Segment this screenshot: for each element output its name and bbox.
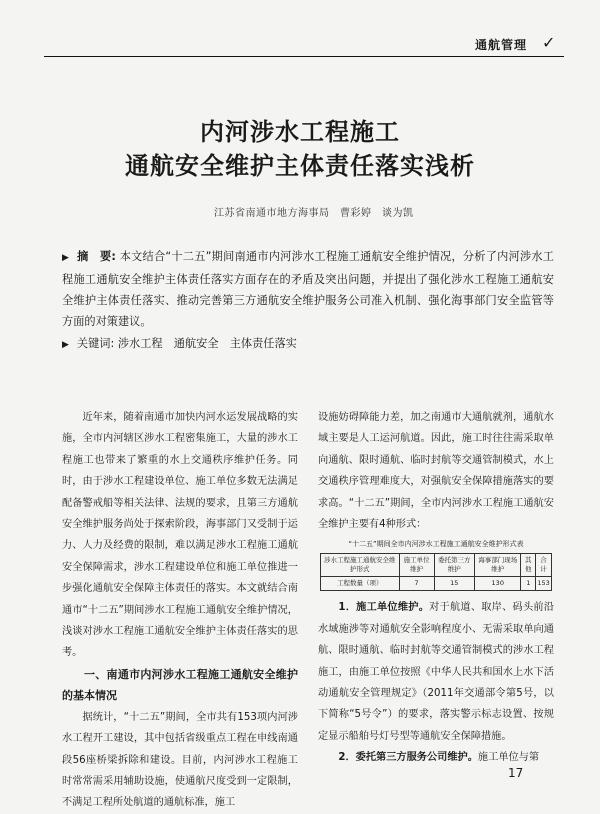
item2-text: 施工单位与第 [477,752,540,764]
maintenance-form-table [320,553,552,591]
right-column [318,407,554,769]
table-row [321,577,552,591]
abstract-text: 本文结合“十二五”期间南通市内河涉水工程施工通航安全维护情况，分析了内河涉水工程施工通航安全维护主体责任落实方面存在的矛盾及突出问题，并提出了强化涉水工程施工通航安全维护主体责任落实、推动完善第三方通航安全维护服务公司准入机制、强化海事部门安全监管等方面的对策建议。 [62,250,554,328]
header-rule [44,56,564,57]
page-number: 17 [508,766,524,780]
bullet-triangle-icon: ▶ [62,340,69,350]
table-header-cell: 合计 [536,554,552,577]
article-title-line1: 内河涉水工程施工 [200,118,400,146]
item1-label: 1．施工单位维护。 [338,602,430,614]
table-cell: 15 [434,577,474,591]
keywords-label: 关键词: [76,337,115,350]
item2-label: 2．委托第三方服务公司维护。 [338,752,478,764]
continuation-paragraph: 设施妨碍障能力差，加之南通市大通航就剂，通航水域主要是人工运河航道。因此，施工时往往需采取单向通航、限时通航、临时封航等交通管制模式，水上交通秩序管理难度大，对强航安全保障措施落实的要求高。“十二五”期间，全市内河涉水工程施工通航安全维护主要有4种形式： [318,412,554,531]
article-title-line2: 通航安全维护主体责任落实浅析 [125,152,475,180]
left-column [62,407,298,814]
keywords-text: 涉水工程 通航安全 主体责任落实 [117,337,297,350]
table-cell: 153 [536,577,552,591]
item1-paragraph [318,597,554,747]
authors: 江苏省南通市地方海事局 曹彩婷 谈为凯 [214,208,414,219]
bullet-triangle-icon: ▶ [62,253,70,263]
table-header-cell: 涉水工程施工通航安全维护形式 [321,554,400,577]
table-header-cell: 其他 [521,554,536,577]
table-header-cell: 委托第三方维护 [434,554,474,577]
table-cell: 工程数量（项） [321,577,400,591]
table-header-cell: 施工单位维护 [399,554,434,577]
keywords [62,333,554,356]
section-heading: 一、南通市内河涉水工程施工通航安全维护的基本情况 [62,667,298,703]
section-header: 通航管理 [475,38,528,52]
table-cell: 130 [475,577,521,591]
abstract-label: 摘 要: [77,250,116,263]
abstract [62,246,554,332]
table-header-row [321,554,552,577]
body-paragraph: 据统计，“十二五”期间，全市共有153项内河涉水工程开工建设，其中包括省级重点工程在申线南通段56座桥梁拆除和建设。目前，内河涉水工程施工时常常需采用辅助设施，使通航尺度受到一定限制，不满足工程所处航道的通航标准，施工 [62,711,298,809]
table-header-cell: 海事部门现场维护 [475,554,521,577]
table-cell: 1 [521,577,536,591]
intro-paragraph: 近年来，随着南通市加快内河水运发展战略的实施，全市内河辖区涉水工程密集施工，大量的涉水工程施工也带来了繁重的水上交通秩序维护任务。同时，由于涉水工程建设单位、施工单位多数无法满足配备警戒船等相关法律、法规的要求，且第三方通航安全维护服务尚处于探索阶段，海事部门又受制于运力、人力及经费的限制，难以满足涉水工程施工通航安全保障需求，涉水工程建设单位和施工单位推进一步强化通航安全保障主体责任的落实。本文就结合南通市“十二五”期间涉水工程施工通航安全维护情况，浅谈对涉水工程施工通航安全维护主体责任落实的思考。 [62,412,298,659]
table-caption: “十二五”期间全市内河涉水工程施工通航安全维护形式表 [348,540,524,549]
check-mark-icon: ✓ [542,33,556,52]
item1-text: 对于航道、取岸、码头前沿水域施涉等对通航安全影响程度小、无需采取单向通航、限时通航、临时封航等交通管制模式的涉水工程施工，由施工单位按照《中华人民共和国水上水下活动通航安全管理规定》（2011年交通部令第5号，以下简称“5号令”）的要求，落实警示标志设置、按规定显示船舶号灯号型等通航安全保障措施。 [318,602,554,742]
table-cell: 7 [399,577,434,591]
